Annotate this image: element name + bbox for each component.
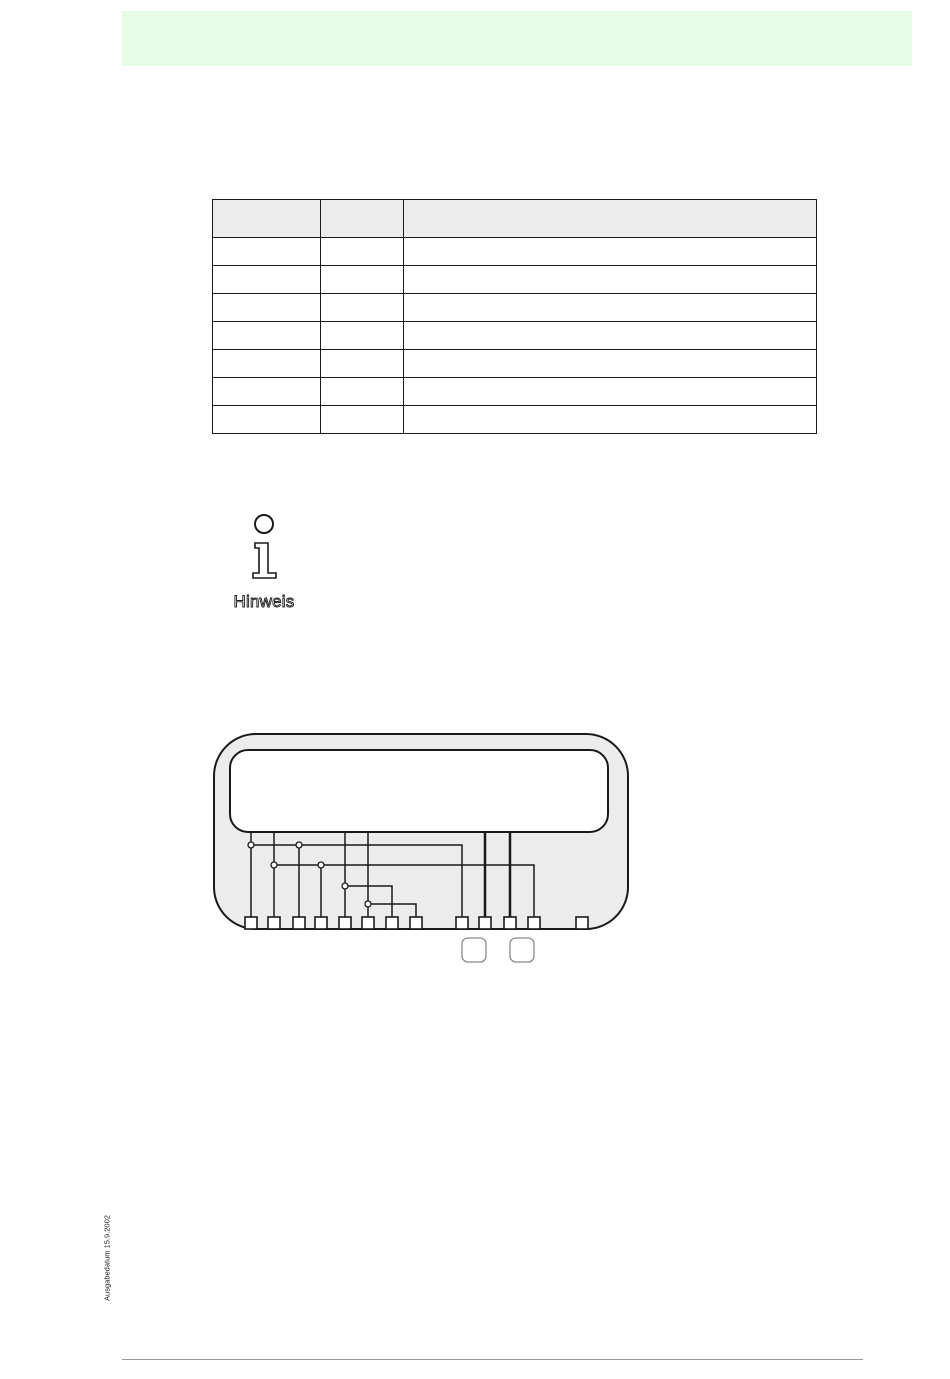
table-cell — [321, 350, 404, 378]
connector-diagram — [200, 725, 640, 975]
terminal-pin — [245, 917, 257, 929]
table-cell — [213, 406, 321, 434]
table-cell — [404, 322, 817, 350]
table-cell — [404, 294, 817, 322]
terminal-pin — [362, 917, 374, 929]
terminal-pin — [504, 917, 516, 929]
table-cell — [321, 378, 404, 406]
table-cell — [321, 322, 404, 350]
table-row — [213, 266, 817, 294]
junction-dot — [296, 842, 302, 848]
display-window — [230, 750, 608, 832]
led-indicator — [462, 938, 486, 962]
table-row — [213, 378, 817, 406]
note-label: Hinweis — [233, 592, 295, 611]
table-cell — [404, 238, 817, 266]
terminal-pin — [410, 917, 422, 929]
terminal-pin — [339, 917, 351, 929]
note-block — [224, 512, 304, 617]
table-cell — [321, 406, 404, 434]
table-cell — [213, 322, 321, 350]
terminal-pin — [315, 917, 327, 929]
junction-dot — [271, 862, 277, 868]
table-cell — [213, 266, 321, 294]
led-indicators — [462, 938, 534, 962]
terminal-pin — [479, 917, 491, 929]
table-row — [213, 350, 817, 378]
footer-rule — [122, 1359, 863, 1360]
terminal-pin — [528, 917, 540, 929]
table-cell — [321, 266, 404, 294]
table-row — [213, 238, 817, 266]
table-cell — [404, 378, 817, 406]
column-header — [404, 200, 817, 238]
terminal-pin — [268, 917, 280, 929]
info-icon — [224, 512, 304, 590]
led-indicator — [510, 938, 534, 962]
terminal-pin — [293, 917, 305, 929]
table-cell — [404, 350, 817, 378]
terminal-pin — [456, 917, 468, 929]
junction-dot — [342, 883, 348, 889]
table-row — [213, 322, 817, 350]
table-row — [213, 406, 817, 434]
table-cell — [213, 350, 321, 378]
table-cell — [404, 266, 817, 294]
pin-table — [212, 199, 817, 434]
table-cell — [321, 294, 404, 322]
header-band — [122, 11, 912, 66]
junction-dot — [248, 842, 254, 848]
junction-dot — [318, 862, 324, 868]
table-cell — [404, 406, 817, 434]
terminal-pins — [245, 917, 588, 929]
table-cell — [213, 378, 321, 406]
terminal-pin — [386, 917, 398, 929]
table-cell — [213, 294, 321, 322]
table-header-row — [213, 200, 817, 238]
table-cell — [213, 238, 321, 266]
column-header — [321, 200, 404, 238]
junction-dot — [365, 901, 371, 907]
column-header — [213, 200, 321, 238]
table-row — [213, 294, 817, 322]
table-cell — [321, 238, 404, 266]
terminal-pin — [576, 917, 588, 929]
issue-date-stamp: Ausgabedatum 15.9.2002 — [102, 1215, 112, 1301]
